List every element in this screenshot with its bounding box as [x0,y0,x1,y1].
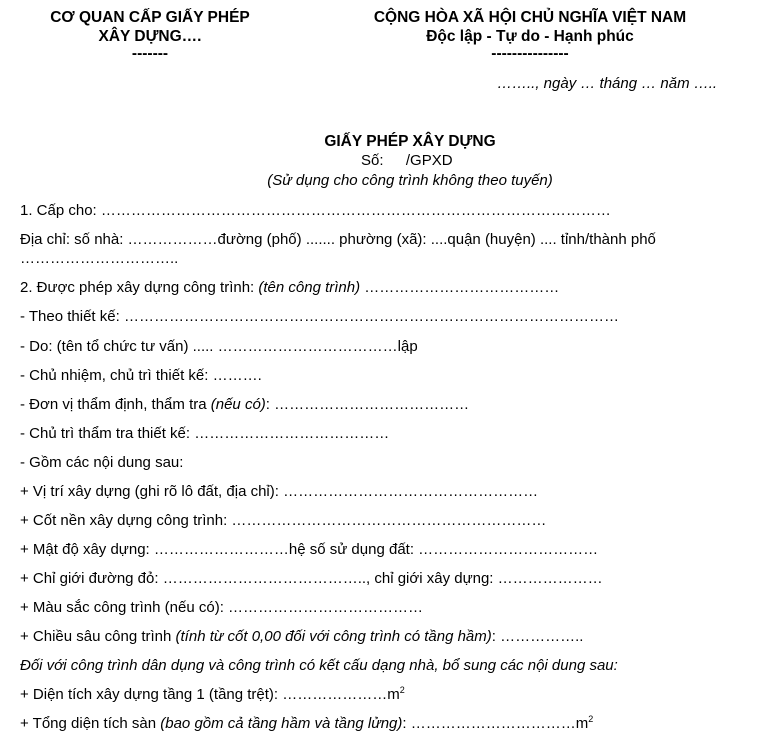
ground-level-line: + Cốt nền xây dựng công trình: ……………………………………………………… [20,512,547,529]
location-line: + Vị trí xây dựng (ghi rõ lô đất, địa chỉ): …………………………………………… [20,483,539,500]
appraisal-chief-line: - Chủ trì thẩm tra thiết kế: ………………………………… [20,425,390,442]
agency-rule: ------- [131,45,169,62]
density-line: + Mật độ xây dựng: ………………………hệ số sử dụng đất: ……………………………… [20,541,599,558]
permit-number-value: /GPXD [405,152,453,169]
ground-floor-area-line: + Diện tích xây dựng tầng 1 (tầng trệt): $\dots\dots\dots\dots\dots\dots\dots m^2$ [20,685,405,703]
nation-name: CỘNG HÒA XÃ HỘI CHỦ NGHĨA VIỆT NAM [373,9,687,26]
chief-designer-line: - Chủ nhiệm, chủ trì thiết kế: ………. [20,367,262,384]
agency-name-line1: CƠ QUAN CẤP GIẤY PHÉP [50,9,250,26]
date-line: …….., ngày … tháng … năm ….. [497,75,718,92]
total-floor-area-line: + Tổng diện tích sàn (bao gồm cả tầng hầm và tầng lửng): $\dots\dots\dots\dots\dots\dots\dots\dots\dots\dots\dots m^2$ [20,714,594,732]
depth-line: + Chiều sâu công trình (tính từ cốt 0,00 đối với công trình có tầng hầm): …………….. [20,628,584,645]
contents-heading: - Gồm các nội dung sau: [20,454,184,471]
nation-motto: Độc lập - Tự do - Hạnh phúc [426,28,634,45]
boundary-line: + Chỉ giới đường đỏ: ………………………………….., chỉ giới xây dựng: ………………… [20,570,603,587]
address-line: Địa chỉ: số nhà: ………………đường (phố) ....... phường (xã): ....quận (huyện) .... tỉnh/thành phố [20,231,656,248]
nation-rule: --------------- [491,45,569,62]
project-line: 2. Được phép xây dựng công trình: (tên công trình) ………………………………… [20,279,560,296]
design-line: - Theo thiết kế: ……………………………………………………………………………………… [20,308,619,325]
agency-name-line2: XÂY DỰNG…. [98,28,202,45]
consultant-line: - Do: (tên tổ chức tư vấn) ..... ………………………………lập [20,338,418,355]
color-line: + Màu sắc công trình (nếu có): ………………………………… [20,599,424,616]
appraisal-unit-line: - Đơn vị thẩm định, thẩm tra (nếu có): ………………………………… [20,396,470,413]
address-line-cont: ………………………….. [20,250,179,267]
civil-works-note: Đối với công trình dân dụng và công trình có kết cấu dạng nhà, bổ sung các nội dung sau: [20,657,618,674]
document-title: GIẤY PHÉP XÂY DỰNG [324,133,496,150]
permit-number [361,152,453,169]
grantee-line: 1. Cấp cho: ………………………………………………………………………………………… [20,202,611,219]
document-subtitle: (Sử dụng cho công trình không theo tuyến) [267,172,553,189]
permit-number-label: Số: [361,152,384,169]
